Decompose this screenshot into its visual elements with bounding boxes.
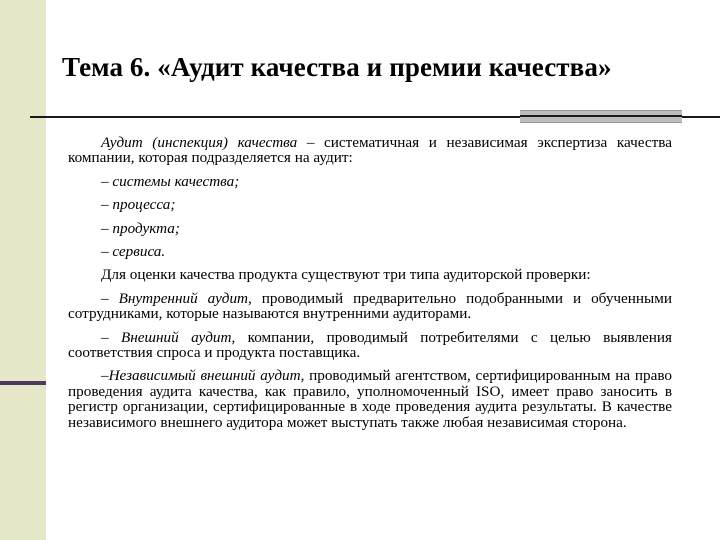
dash: – bbox=[101, 367, 109, 385]
slide-title: Тема 6. «Аудит качества и премии качества» bbox=[62, 52, 612, 82]
internal-audit-text: , проводимый предварительно подобранными и обученными сотрудниками, которые называются внутренними аудиторами. bbox=[68, 289, 672, 323]
definition-paragraph bbox=[68, 135, 672, 166]
external-audit-text: , компании, проводимый потребителями с целью выявления соответствия спроса и продукта поставщика. bbox=[68, 328, 673, 362]
audit-types-paragraph: Для оценки качества продукта существуют три типа аудиторской проверки: bbox=[101, 266, 591, 284]
external-audit-term: Внешний аудит bbox=[120, 328, 232, 346]
dash: – bbox=[101, 289, 119, 307]
list-item: – продукта; bbox=[101, 219, 180, 237]
list-item: – системы качества; bbox=[101, 172, 240, 190]
side-decor-accent bbox=[0, 381, 46, 385]
independent-audit-text: , проводимый агентством, сертифицированным на право проведения аудита качества, как правило, уполномоченный ISO, имеет право заносить в регистр организации, сертифицированные в ходе проведения аудита результаты. В качестве независимого внешнего аудитора может выступать также любая независимая сторона. bbox=[68, 367, 673, 431]
external-audit-paragraph bbox=[68, 330, 672, 361]
list-item: – процесса; bbox=[101, 196, 176, 214]
list-item: – сервиса. bbox=[101, 243, 166, 261]
side-decor-band bbox=[0, 0, 46, 540]
definition-text: – систематичная и независимая экспертиза качества компании, которая подразделяется на аудит: bbox=[68, 134, 672, 167]
independent-audit-term: Независимый внешний аудит bbox=[108, 367, 301, 385]
dash: – bbox=[101, 328, 121, 346]
slide-body bbox=[68, 130, 672, 431]
definition-term: Аудит (инспекция) качества bbox=[101, 134, 298, 151]
internal-audit-term: Внутренний аудит bbox=[118, 289, 249, 307]
independent-audit-paragraph bbox=[68, 368, 672, 430]
title-divider-accent bbox=[520, 110, 682, 123]
internal-audit-paragraph bbox=[68, 291, 672, 322]
